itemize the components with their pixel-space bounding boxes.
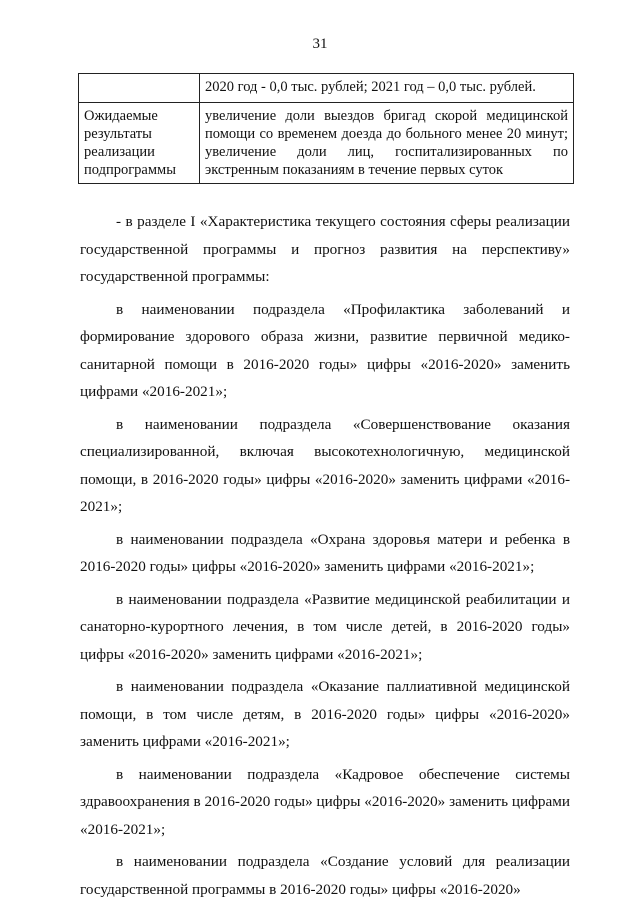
- paragraph: в наименовании подраздела «Охрана здоровья матери и ребенка в 2016-2020 годы» цифры «2016-2020» заменить цифрами «2016-2021»;: [80, 530, 570, 575]
- row-label: Ожидаемые результаты реализации подпрограммы: [79, 103, 200, 184]
- table-row: [79, 74, 574, 103]
- page-number: 31: [312, 36, 328, 52]
- table-row: [79, 103, 574, 184]
- row-value: 2020 год - 0,0 тыс. рублей; 2021 год – 0,0 тыс. рублей.: [200, 74, 574, 103]
- paragraph: в наименовании подраздела «Совершенствование оказания специализированной, включая высокотехнологичную, медицинской помощи, в 2016-2020 годы» цифры «2016-2020» заменить цифрами «2016-2021»;: [80, 415, 570, 515]
- paragraph: в наименовании подраздела «Создание условий для реализации государственной программы в 2016-2020 годы» цифры «2016-2020»: [80, 853, 570, 898]
- paragraph: в наименовании подраздела «Профилактика заболеваний и формирование здорового образа жизни, развитие первичной медико-санитарной помощи в 2016-2020 годы» цифры «2016-2020» заменить цифрами «2016-2021»;: [80, 300, 570, 400]
- paragraph: в наименовании подраздела «Кадровое обеспечение системы здравоохранения в 2016-2020 годы» цифры «2016-2020» заменить цифрами «2016-2021»;: [80, 765, 570, 838]
- paragraph: в наименовании подраздела «Развитие медицинской реабилитации и санаторно-курортного лечения, в том числе детей, в 2016-2020 годы» цифры «2016-2020» заменить цифрами «2016-2021»;: [80, 590, 570, 663]
- row-label: [79, 74, 200, 103]
- paragraph-section-intro: - в разделе I «Характеристика текущего состояния сферы реализации государственной программы и прогноз развития на перспективу» государственной программы:: [80, 213, 570, 285]
- row-value: увеличение доли выездов бригад скорой медицинской помощи со временем доезда до больного менее 20 минут; увеличение доли лиц, госпитализированных по экстренным показаниям в течение первых суток: [200, 103, 574, 184]
- passport-table: [78, 73, 574, 184]
- document-body: [80, 208, 570, 908]
- paragraph: в наименовании подраздела «Оказание паллиативной медицинской помощи, в том числе детям, в 2016-2020 годы» цифры «2016-2020» заменить цифрами «2016-2021»;: [80, 678, 570, 750]
